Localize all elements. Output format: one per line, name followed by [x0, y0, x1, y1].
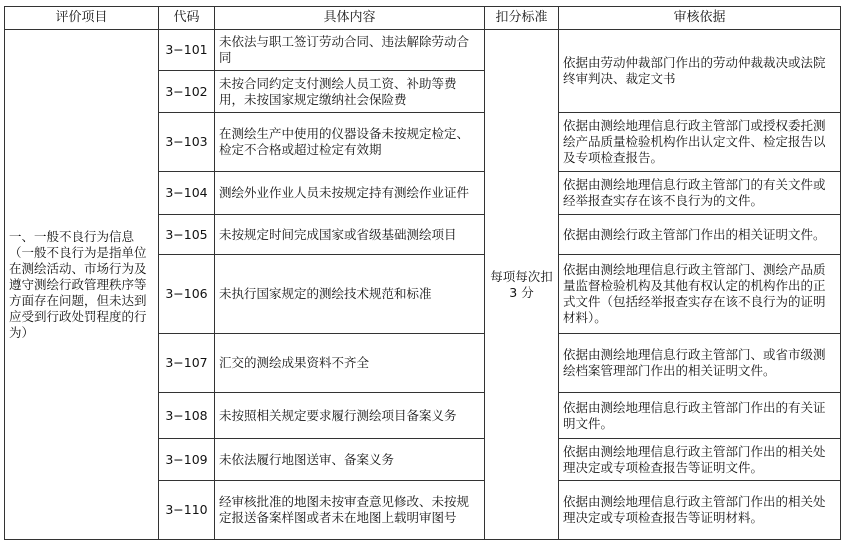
content-cell: 测绘外业作业人员未按规定持有测绘作业证件 [215, 172, 485, 215]
code-cell: 3−103 [159, 113, 215, 172]
header-evaluation-item: 评价项目 [5, 7, 159, 30]
content-cell: 未执行国家规定的测绘技术规范和标准 [215, 255, 485, 334]
content-cell: 在测绘生产中使用的仪器设备未按规定检定、检定不合格或超过检定有效期 [215, 113, 485, 172]
content-cell: 未按照相关规定要求履行测绘项目备案义务 [215, 393, 485, 439]
code-cell: 3−106 [159, 255, 215, 334]
table-row [5, 30, 841, 71]
basis-cell: 依据由测绘地理信息行政主管部门、测绘产品质量监督检验机构及其他有权认定的机构作出的正式文件（包括经举报查实存在该不良行为的证明材料）。 [559, 255, 841, 334]
basis-cell: 依据由测绘地理信息行政主管部门、或省市级测绘档案管理部门作出的相关证明文件。 [559, 334, 841, 393]
basis-cell: 依据由测绘地理信息行政主管部门的有关文件或经举报查实存在该不良行为的文件。 [559, 172, 841, 215]
content-cell: 汇交的测绘成果资料不齐全 [215, 334, 485, 393]
code-cell: 3−107 [159, 334, 215, 393]
code-cell: 3−104 [159, 172, 215, 215]
basis-cell: 依据由测绘行政主管部门作出的相关证明文件。 [559, 215, 841, 255]
basis-cell: 依据由测绘地理信息行政主管部门作出的相关处理决定或专项检查报告等证明材料。 [559, 481, 841, 540]
content-cell: 未依法履行地图送审、备案义务 [215, 439, 485, 481]
header-code: 代码 [159, 7, 215, 30]
code-cell: 3−108 [159, 393, 215, 439]
basis-cell: 依据由测绘地理信息行政主管部门作出的相关处理决定或专项检查报告等证明文件。 [559, 439, 841, 481]
basis-cell: 依据由劳动仲裁部门作出的劳动仲裁裁决或法院终审判决、裁定文书 [559, 30, 841, 113]
content-cell: 经审核批准的地图未按审查意见修改、未按规定报送备案样图或者未在地图上载明审图号 [215, 481, 485, 540]
content-cell: 未按规定时间完成国家或省级基础测绘项目 [215, 215, 485, 255]
header-review-basis: 审核依据 [559, 7, 841, 30]
header-row [5, 7, 841, 30]
code-cell: 3−110 [159, 481, 215, 540]
code-cell: 3−101 [159, 30, 215, 71]
evaluation-table [4, 6, 841, 540]
code-cell: 3−102 [159, 71, 215, 113]
deduction-cell: 每项每次扣 3 分 [485, 30, 559, 540]
code-cell: 3−105 [159, 215, 215, 255]
header-content: 具体内容 [215, 7, 485, 30]
category-cell: 一、一般不良行为信息（一般不良行为是指单位在测绘活动、市场行为及遵守测绘行政管理秩序等方面存在问题，但未达到应受到行政处罚程度的行为） [5, 30, 159, 540]
code-cell: 3−109 [159, 439, 215, 481]
basis-cell: 依据由测绘地理信息行政主管部门或授权委托测绘产品质量检验机构作出认定文件、检定报告以及专项检查报告。 [559, 113, 841, 172]
content-cell: 未依法与职工签订劳动合同、违法解除劳动合同 [215, 30, 485, 71]
header-deduction-standard: 扣分标准 [485, 7, 559, 30]
basis-cell: 依据由测绘地理信息行政主管部门作出的有关证明文件。 [559, 393, 841, 439]
content-cell: 未按合同约定支付测绘人员工资、补助等费用，未按国家规定缴纳社会保险费 [215, 71, 485, 113]
